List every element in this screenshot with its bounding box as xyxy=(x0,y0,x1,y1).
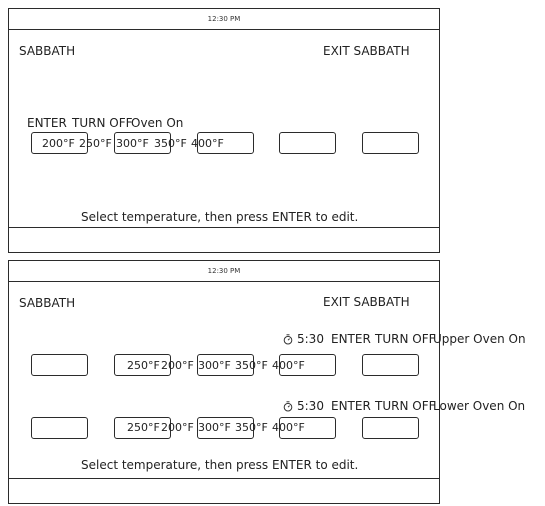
sabbath-screen-double-oven xyxy=(8,260,526,504)
upper-temp-option[interactable]: 350°F xyxy=(235,359,268,372)
stopwatch-icon xyxy=(283,401,293,412)
enter-button[interactable]: ENTER xyxy=(27,116,67,130)
temp-slot-5[interactable] xyxy=(362,132,419,154)
instruction-text: Select temperature, then press ENTER to edit. xyxy=(81,210,359,224)
lower-oven-status: Lower Oven On xyxy=(433,399,526,413)
exit-sabbath-button[interactable]: EXIT SABBATH xyxy=(323,295,410,309)
instruction-text: Select temperature, then press ENTER to edit. xyxy=(81,458,359,472)
status-time: 12:30 PM xyxy=(207,267,241,275)
lower-temp-option[interactable]: 350°F xyxy=(235,421,268,434)
upper-temp-option[interactable]: 250°F xyxy=(127,359,160,372)
upper-temp-slot-1[interactable] xyxy=(31,354,88,376)
lower-timer-value: 5:30 xyxy=(297,399,324,413)
sabbath-screen-single-oven xyxy=(8,8,440,253)
upper-oven-status: Upper Oven On xyxy=(433,332,526,346)
temp-option[interactable]: 350°F xyxy=(154,137,187,150)
lower-temp-option[interactable]: 200°F xyxy=(161,421,194,434)
upper-temp-option[interactable]: 300°F xyxy=(198,359,231,372)
lower-temp-option[interactable]: 300°F xyxy=(198,421,231,434)
stopwatch-icon xyxy=(283,334,293,345)
lower-temp-option[interactable]: 250°F xyxy=(127,421,160,434)
temp-option[interactable]: 300°F xyxy=(116,137,149,150)
upper-temp-option[interactable]: 400°F xyxy=(272,359,305,372)
lower-temp-slot-1[interactable] xyxy=(31,417,88,439)
lower-turn-off-button[interactable]: TURN OFF xyxy=(375,399,436,413)
footer-bar xyxy=(9,478,439,503)
upper-oven-timer xyxy=(283,332,324,346)
temp-option[interactable]: 400°F xyxy=(191,137,224,150)
lower-enter-button[interactable]: ENTER xyxy=(331,399,371,413)
lower-temp-option[interactable]: 400°F xyxy=(272,421,305,434)
upper-timer-value: 5:30 xyxy=(297,332,324,346)
exit-sabbath-button[interactable]: EXIT SABBATH xyxy=(323,44,410,58)
temp-slot-4[interactable] xyxy=(279,132,336,154)
temp-option[interactable]: 200°F xyxy=(42,137,75,150)
upper-temp-option[interactable]: 200°F xyxy=(161,359,194,372)
temp-option[interactable]: 250°F xyxy=(79,137,112,150)
upper-enter-button[interactable]: ENTER xyxy=(331,332,371,346)
sabbath-title: SABBATH xyxy=(19,296,76,310)
turn-off-button[interactable]: TURN OFF xyxy=(72,116,133,130)
upper-turn-off-button[interactable]: TURN OFF xyxy=(375,332,436,346)
status-bar xyxy=(9,261,439,282)
sabbath-title: SABBATH xyxy=(19,44,76,58)
status-bar xyxy=(9,9,439,30)
upper-temp-slot-5[interactable] xyxy=(362,354,419,376)
lower-temp-slot-5[interactable] xyxy=(362,417,419,439)
lower-oven-timer xyxy=(283,399,324,413)
status-time: 12:30 PM xyxy=(207,15,241,23)
oven-status: Oven On xyxy=(131,116,184,130)
footer-bar xyxy=(9,227,439,252)
